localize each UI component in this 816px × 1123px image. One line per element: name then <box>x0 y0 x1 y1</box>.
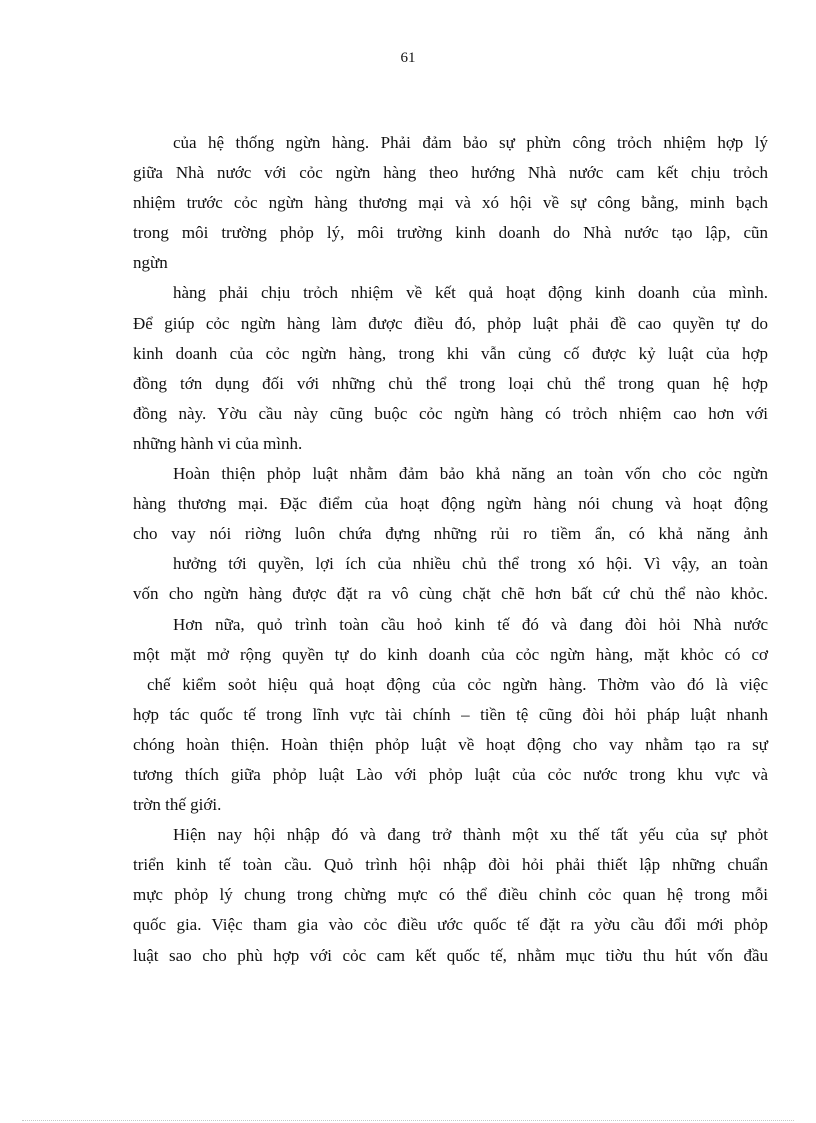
text-line: luật sao cho phù hợp với cỏc cam kết quốc tế, nhằm mục tiờu thu hút vốn đầu <box>133 945 768 965</box>
text-line: kinh doanh của cỏc ngừn hàng, trong khi vẫn củng cố được kỷ luật của hợp <box>133 343 768 363</box>
text-line: tương thích giữa phỏp luật Lào với phỏp luật của cỏc nước trong khu vực và <box>133 764 768 784</box>
text-line: hưởng tới quyền, lợi ích của nhiều chủ thể trong xó hội. Vì vậy, an toàn <box>173 554 768 574</box>
text-line: Để giúp cỏc ngừn hàng làm được điều đó, phỏp luật phải đề cao quyền tự do <box>133 313 768 333</box>
text-line: hàng thương mại. Đặc điểm của hoạt động ngừn hàng nói chung và hoạt động <box>133 494 768 514</box>
text-line: chế kiểm soỏt hiệu quả hoạt động của cỏc ngừn hàng. Thờm vào đó là việc <box>147 674 768 694</box>
text-line: vốn cho ngừn hàng được đặt ra vô cùng chặt chẽ hơn bất cứ chủ thể nào khỏc. <box>133 584 768 604</box>
text-line: quốc gia. Việc tham gia vào cỏc điều ước quốc tế đặt ra yờu cầu đổi mới phỏp <box>133 915 768 935</box>
text-line: trong môi trường phỏp lý, môi trường kinh doanh do Nhà nước tạo lập, cũn <box>133 223 768 243</box>
text-line: những hành vi của mình. <box>133 433 303 453</box>
text-line: đồng tớn dụng đối với những chủ thể trong loại chủ thể trong quan hệ hợp <box>133 373 768 393</box>
text-line: mực phỏp lý chung trong chừng mực có thể điều chỉnh cỏc quan hệ trong mỗi <box>133 885 768 905</box>
text-line: của hệ thống ngừn hàng. Phải đảm bảo sự phừn công trỏch nhiệm hợp lý <box>173 133 768 152</box>
text-line: hợp tác quốc tế trong lĩnh vực tài chính – tiền tệ cũng đòi hỏi pháp luật nhanh <box>133 704 768 724</box>
page-number: 61 <box>400 50 416 66</box>
body-text <box>133 128 768 971</box>
text-line: trờn thế giới. <box>133 795 222 815</box>
text-line: nhiệm trước cỏc ngừn hàng thương mại và xó hội về sự công bằng, minh bạch <box>133 193 768 213</box>
text-line: một mặt mở rộng quyền tự do kinh doanh của cỏc ngừn hàng, mặt khỏc có cơ <box>133 644 768 664</box>
text-line: hàng phải chịu trỏch nhiệm về kết quả hoạt động kinh doanh của mình. <box>173 283 768 303</box>
text-line: ngừn <box>133 253 168 273</box>
text-line: triển kinh tế toàn cầu. Quỏ trình hội nhập đòi hỏi phải thiết lập những chuẩn <box>133 855 768 875</box>
text-line: Hơn nữa, quỏ trình toàn cầu hoỏ kinh tế đó và đang đòi hỏi Nhà nước <box>173 614 768 634</box>
text-line: giữa Nhà nước với cỏc ngừn hàng theo hướng Nhà nước cam kết chịu trỏch <box>133 163 768 183</box>
text-line: Hiện nay hội nhập đó và đang trở thành một xu thế tất yếu của sự phỏt <box>173 825 768 845</box>
text-line: Hoàn thiện phỏp luật nhằm đảm bảo khả năng an toàn vốn cho cỏc ngừn <box>173 464 768 484</box>
text-line: đồng này. Yờu cầu này cũng buộc cỏc ngừn hàng có trỏch nhiệm cao hơn với <box>133 403 768 423</box>
page-bottom-border <box>22 1120 794 1121</box>
text-line: cho vay nói riờng luôn chứa đựng những rủi ro tiềm ẩn, có khả năng ảnh <box>133 524 768 544</box>
text-line: chóng hoàn thiện. Hoàn thiện phỏp luật về hoạt động cho vay nhằm tạo ra sự <box>133 734 768 754</box>
